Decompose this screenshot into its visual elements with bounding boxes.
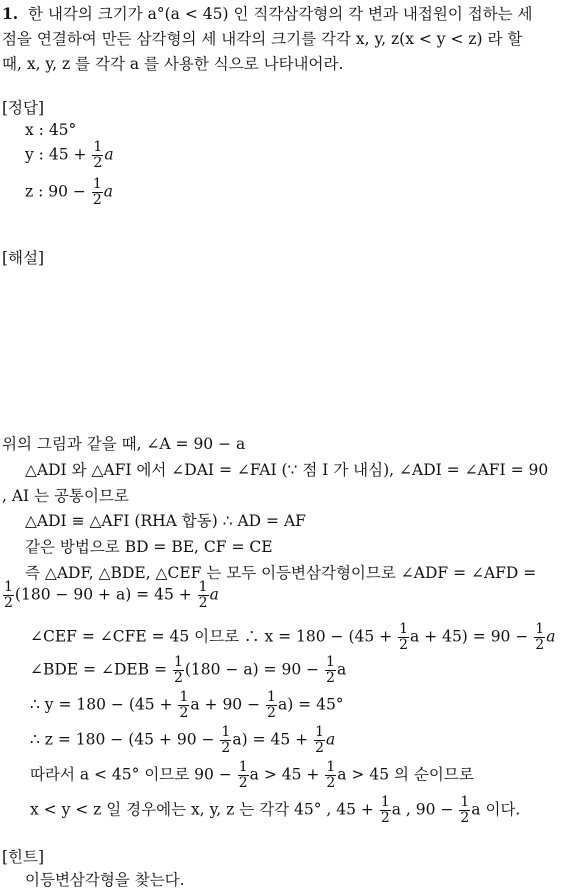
explanation-text: a > 45 의 순이므로 bbox=[337, 765, 474, 784]
fraction bbox=[459, 795, 470, 826]
explanation-heading: [해설] bbox=[2, 249, 45, 267]
fraction-denominator: 2 bbox=[535, 637, 545, 653]
explanation-text: x < y < z 일 경우에는 x, y, z 는 각각 45° , 45 + bbox=[30, 800, 374, 819]
explanation-text: (180 − a) = 90 − bbox=[184, 660, 320, 679]
answer-heading: [정답] bbox=[2, 99, 45, 117]
fraction-denominator: 2 bbox=[326, 670, 335, 686]
fraction-denominator: 2 bbox=[93, 155, 103, 171]
fraction-denominator: 2 bbox=[4, 595, 13, 611]
explanation-text: 따라서 a < 45° 이므로 90 − bbox=[30, 765, 232, 784]
fraction-numerator: 1 bbox=[198, 579, 208, 595]
explanation-line-2: △ADI 와 △AFI 에서 ∠DAI = ∠FAI (∵ 점 I 가 내심), ∠ADI = ∠AFI = 90 bbox=[25, 461, 549, 479]
answer-var: a bbox=[325, 730, 336, 749]
explanation-line-6: 즉 △ADF, △BDE, △CEF 는 모두 이등변삼각형이므로 ∠ADF = ∠AFD = bbox=[25, 564, 537, 582]
problem-line-1 bbox=[2, 2, 533, 24]
problem-line-3: 때, x, y, z 를 각각 a 를 사용한 식으로 나타내어라. bbox=[2, 55, 344, 73]
explanation-text: a + 45) = 90 − bbox=[410, 627, 529, 646]
explanation-text: ∠CEF = ∠CFE = 45 이므로 ∴ x = 180 − (45 + bbox=[30, 627, 393, 646]
answer-var: a bbox=[103, 182, 113, 201]
fraction-numerator: 1 bbox=[92, 176, 102, 192]
hint-text: 이등변삼각형을 찾는다. bbox=[25, 871, 185, 889]
explanation-line-9 bbox=[30, 655, 346, 686]
fraction-numerator: 1 bbox=[221, 724, 231, 740]
fraction bbox=[3, 580, 14, 611]
answer-y bbox=[25, 140, 114, 171]
fraction-numerator: 1 bbox=[267, 689, 276, 705]
figure-blank bbox=[10, 280, 310, 420]
fraction-denominator: 2 bbox=[179, 705, 189, 721]
fraction bbox=[325, 760, 336, 791]
fraction bbox=[398, 622, 409, 653]
explanation-line-13 bbox=[30, 795, 520, 826]
fraction-numerator: 1 bbox=[326, 654, 335, 670]
fraction bbox=[534, 622, 545, 653]
fraction-numerator: 1 bbox=[173, 654, 183, 670]
fraction bbox=[173, 655, 184, 686]
answer-x: x : 45° bbox=[25, 121, 77, 139]
explanation-text: ∴ z = 180 − (45 + 90 − bbox=[30, 730, 215, 749]
fraction-numerator: 1 bbox=[238, 759, 248, 775]
explanation-text: a > 45 + bbox=[249, 765, 320, 784]
fraction bbox=[314, 725, 325, 756]
fraction bbox=[325, 655, 336, 686]
explanation-line-7 bbox=[2, 580, 219, 611]
fraction-denominator: 2 bbox=[92, 192, 102, 208]
hint-heading: [힌트] bbox=[2, 848, 45, 866]
fraction-denominator: 2 bbox=[315, 740, 324, 756]
explanation-text: ∠BDE = ∠DEB = bbox=[30, 660, 167, 679]
fraction bbox=[380, 795, 391, 826]
fraction bbox=[198, 580, 209, 611]
fraction-numerator: 1 bbox=[399, 621, 408, 637]
explanation-text: a + 90 − bbox=[190, 695, 261, 714]
fraction-numerator: 1 bbox=[93, 139, 103, 155]
problem-text-1: 한 내각의 크기가 a°(a < 45) 인 직각삼각형의 각 변과 내접원이 접하는 세 bbox=[28, 5, 533, 23]
explanation-line-12 bbox=[30, 760, 474, 791]
fraction-numerator: 1 bbox=[326, 759, 336, 775]
explanation-text: ∴ y = 180 − (45 + bbox=[30, 695, 173, 714]
explanation-line-1: 위의 그림과 같을 때, ∠A = 90 − a bbox=[2, 435, 246, 453]
fraction bbox=[92, 140, 103, 171]
answer-y-prefix: y : 45 + bbox=[25, 145, 87, 164]
fraction-denominator: 2 bbox=[238, 775, 248, 791]
problem-number: 1. bbox=[2, 4, 19, 23]
fraction bbox=[220, 725, 231, 756]
explanation-text: (180 − 90 + a) = 45 + bbox=[14, 585, 192, 604]
fraction bbox=[178, 690, 189, 721]
answer-var: a bbox=[104, 145, 114, 164]
fraction-numerator: 1 bbox=[4, 579, 13, 595]
explanation-text: a bbox=[336, 660, 347, 679]
explanation-line-4: △ADI ≡ △AFI (RHA 합동) ∴ AD = AF bbox=[25, 512, 306, 530]
fraction-denominator: 2 bbox=[173, 670, 183, 686]
fraction bbox=[92, 177, 103, 208]
explanation-text: a) = 45° bbox=[277, 695, 344, 714]
fraction-denominator: 2 bbox=[198, 595, 208, 611]
fraction-numerator: 1 bbox=[315, 724, 324, 740]
problem-line-2: 점을 연결하여 만든 삼각형의 세 내각의 크기를 각각 x, y, z(x < y < z) 라 할 bbox=[2, 30, 523, 48]
explanation-text: a , 90 − bbox=[391, 800, 454, 819]
fraction-denominator: 2 bbox=[326, 775, 336, 791]
explanation-line-10 bbox=[30, 690, 344, 721]
explanation-text: a) = 45 + bbox=[232, 730, 309, 749]
fraction-denominator: 2 bbox=[267, 705, 276, 721]
explanation-line-5: 같은 방법으로 BD = BE, CF = CE bbox=[25, 538, 273, 556]
fraction-denominator: 2 bbox=[399, 637, 408, 653]
answer-z bbox=[25, 177, 113, 208]
fraction-denominator: 2 bbox=[460, 810, 470, 826]
answer-var: a bbox=[209, 585, 219, 604]
fraction bbox=[238, 760, 249, 791]
fraction-numerator: 1 bbox=[535, 621, 545, 637]
explanation-line-11 bbox=[30, 725, 335, 756]
fraction-denominator: 2 bbox=[221, 740, 231, 756]
fraction-numerator: 1 bbox=[460, 794, 470, 810]
fraction-numerator: 1 bbox=[380, 794, 390, 810]
explanation-line-8 bbox=[30, 622, 555, 653]
fraction bbox=[266, 690, 277, 721]
explanation-text: a 이다. bbox=[471, 800, 521, 819]
fraction-numerator: 1 bbox=[179, 689, 189, 705]
fraction-denominator: 2 bbox=[380, 810, 390, 826]
answer-z-prefix: z : 90 − bbox=[25, 182, 86, 201]
explanation-line-3: , AI 는 공통이므로 bbox=[2, 487, 129, 505]
answer-var: a bbox=[546, 627, 556, 646]
